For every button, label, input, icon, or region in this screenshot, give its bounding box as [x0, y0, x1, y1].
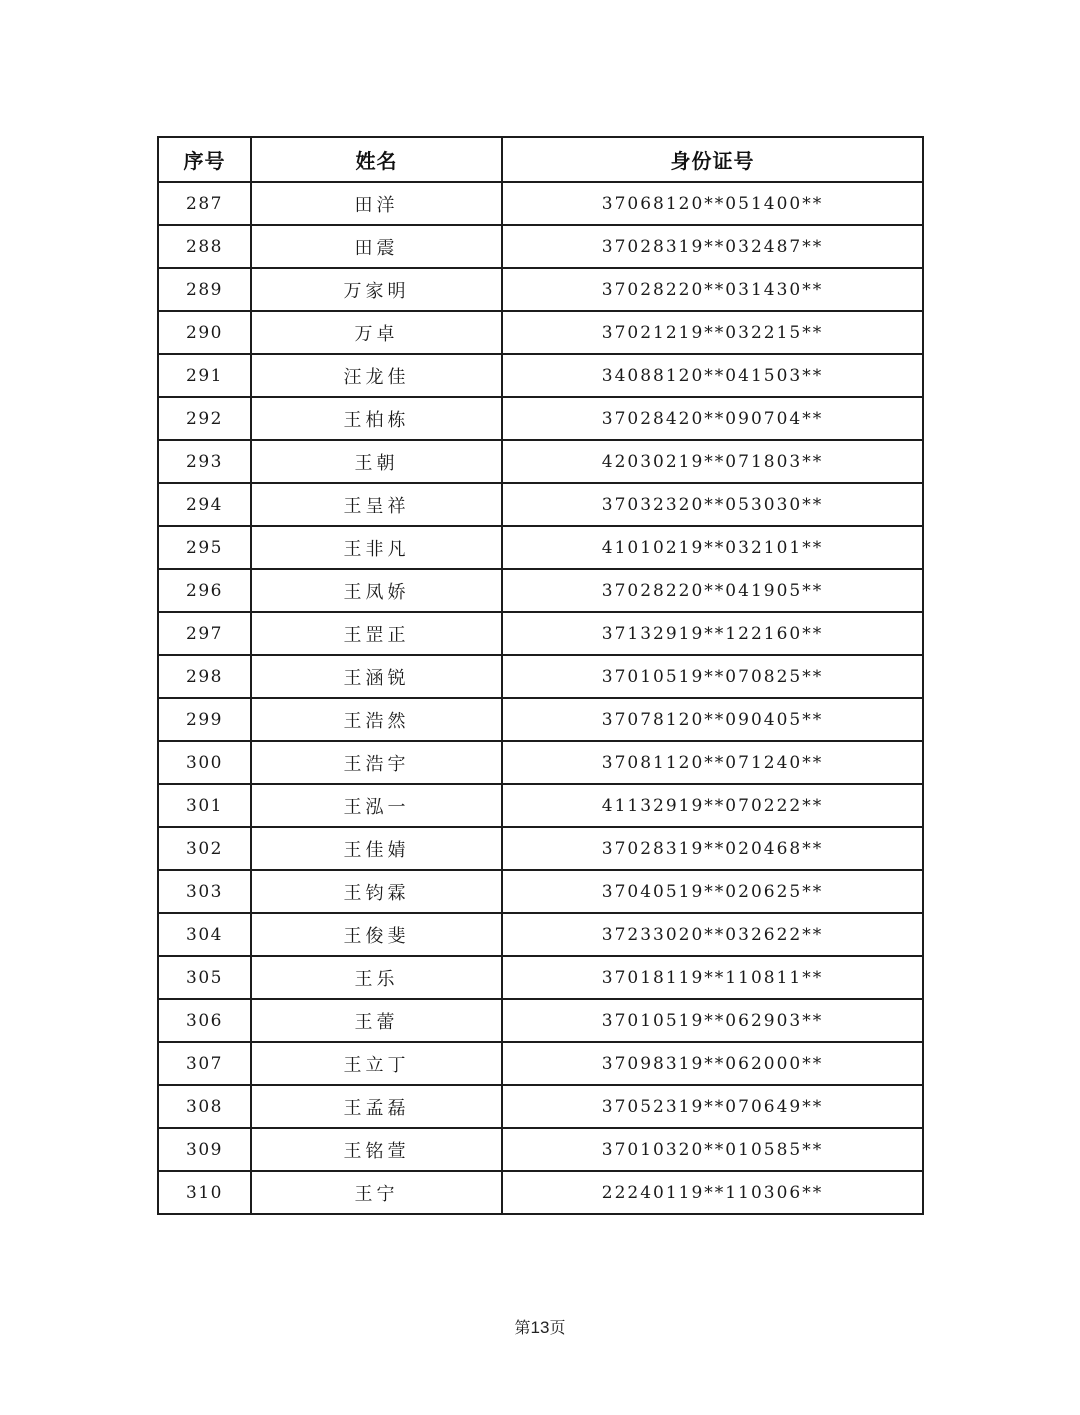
- seq-cell: 294: [158, 483, 251, 526]
- seq-cell: 289: [158, 268, 251, 311]
- seq-cell: 308: [158, 1085, 251, 1128]
- seq-cell: 291: [158, 354, 251, 397]
- table-row: [158, 311, 923, 354]
- table-row: [158, 440, 923, 483]
- name-cell: 王泓一: [251, 784, 502, 827]
- seq-cell: 299: [158, 698, 251, 741]
- name-cell: 王柏栋: [251, 397, 502, 440]
- id-cell: 22240119**110306**: [502, 1171, 923, 1214]
- table-row: [158, 225, 923, 268]
- table-row: [158, 1042, 923, 1085]
- id-cell: 37068120**051400**: [502, 182, 923, 225]
- seq-cell: 290: [158, 311, 251, 354]
- id-cell: 37018119**110811**: [502, 956, 923, 999]
- seq-cell: 302: [158, 827, 251, 870]
- id-cell: 37132919**122160**: [502, 612, 923, 655]
- id-cell: 37078120**090405**: [502, 698, 923, 741]
- seq-cell: 292: [158, 397, 251, 440]
- table-row: [158, 526, 923, 569]
- table-row: [158, 268, 923, 311]
- id-cell: 37098319**062000**: [502, 1042, 923, 1085]
- name-cell: 王佳婧: [251, 827, 502, 870]
- name-cell: 万卓: [251, 311, 502, 354]
- table-row: [158, 655, 923, 698]
- page-footer-prefix: 第: [514, 1318, 531, 1337]
- table-row: [158, 956, 923, 999]
- name-cell: 王铭萱: [251, 1128, 502, 1171]
- name-cell: 田洋: [251, 182, 502, 225]
- seq-cell: 288: [158, 225, 251, 268]
- id-cell: 41132919**070222**: [502, 784, 923, 827]
- seq-cell: 297: [158, 612, 251, 655]
- name-cell: 王非凡: [251, 526, 502, 569]
- id-cell: 37021219**032215**: [502, 311, 923, 354]
- table-row: [158, 741, 923, 784]
- header-id: 身份证号: [502, 137, 923, 182]
- seq-cell: 305: [158, 956, 251, 999]
- name-cell: 万家明: [251, 268, 502, 311]
- header-seq: 序号: [158, 137, 251, 182]
- table-row: [158, 1085, 923, 1128]
- page-footer: [0, 1315, 1080, 1338]
- table-row: [158, 1171, 923, 1214]
- name-cell: 王凤娇: [251, 569, 502, 612]
- roster-table: [157, 136, 924, 1215]
- name-cell: 王涵锐: [251, 655, 502, 698]
- table-row: [158, 827, 923, 870]
- seq-cell: 306: [158, 999, 251, 1042]
- name-cell: 王宁: [251, 1171, 502, 1214]
- seq-cell: 304: [158, 913, 251, 956]
- table-row: [158, 182, 923, 225]
- page-number: 13: [530, 1318, 550, 1337]
- id-cell: 37028319**032487**: [502, 225, 923, 268]
- table-row: [158, 784, 923, 827]
- seq-cell: 301: [158, 784, 251, 827]
- name-cell: 王钧霖: [251, 870, 502, 913]
- name-cell: 王浩宇: [251, 741, 502, 784]
- id-cell: 42030219**071803**: [502, 440, 923, 483]
- id-cell: 37028319**020468**: [502, 827, 923, 870]
- table-row: [158, 999, 923, 1042]
- table-row: [158, 483, 923, 526]
- name-cell: 田震: [251, 225, 502, 268]
- page-footer-suffix: 页: [549, 1318, 566, 1337]
- table-row: [158, 354, 923, 397]
- table-row: [158, 913, 923, 956]
- seq-cell: 296: [158, 569, 251, 612]
- id-cell: 37040519**020625**: [502, 870, 923, 913]
- id-cell: 37081120**071240**: [502, 741, 923, 784]
- id-cell: 37028220**041905**: [502, 569, 923, 612]
- name-cell: 王朝: [251, 440, 502, 483]
- table-header-row: [158, 137, 923, 182]
- seq-cell: 310: [158, 1171, 251, 1214]
- name-cell: 王立丁: [251, 1042, 502, 1085]
- id-cell: 37028420**090704**: [502, 397, 923, 440]
- seq-cell: 309: [158, 1128, 251, 1171]
- seq-cell: 295: [158, 526, 251, 569]
- table-row: [158, 612, 923, 655]
- name-cell: 汪龙佳: [251, 354, 502, 397]
- id-cell: 37233020**032622**: [502, 913, 923, 956]
- table-row: [158, 569, 923, 612]
- seq-cell: 303: [158, 870, 251, 913]
- name-cell: 王罡正: [251, 612, 502, 655]
- table-row: [158, 698, 923, 741]
- name-cell: 王浩然: [251, 698, 502, 741]
- table-row: [158, 397, 923, 440]
- seq-cell: 298: [158, 655, 251, 698]
- id-cell: 34088120**041503**: [502, 354, 923, 397]
- seq-cell: 307: [158, 1042, 251, 1085]
- table-row: [158, 1128, 923, 1171]
- id-cell: 37010320**010585**: [502, 1128, 923, 1171]
- seq-cell: 293: [158, 440, 251, 483]
- seq-cell: 287: [158, 182, 251, 225]
- id-cell: 37010519**070825**: [502, 655, 923, 698]
- name-cell: 王俊斐: [251, 913, 502, 956]
- table-row: [158, 870, 923, 913]
- id-cell: 37032320**053030**: [502, 483, 923, 526]
- id-cell: 37010519**062903**: [502, 999, 923, 1042]
- name-cell: 王乐: [251, 956, 502, 999]
- seq-cell: 300: [158, 741, 251, 784]
- id-cell: 41010219**032101**: [502, 526, 923, 569]
- header-name: 姓名: [251, 137, 502, 182]
- name-cell: 王蕾: [251, 999, 502, 1042]
- name-cell: 王孟磊: [251, 1085, 502, 1128]
- id-cell: 37028220**031430**: [502, 268, 923, 311]
- id-cell: 37052319**070649**: [502, 1085, 923, 1128]
- name-cell: 王呈祥: [251, 483, 502, 526]
